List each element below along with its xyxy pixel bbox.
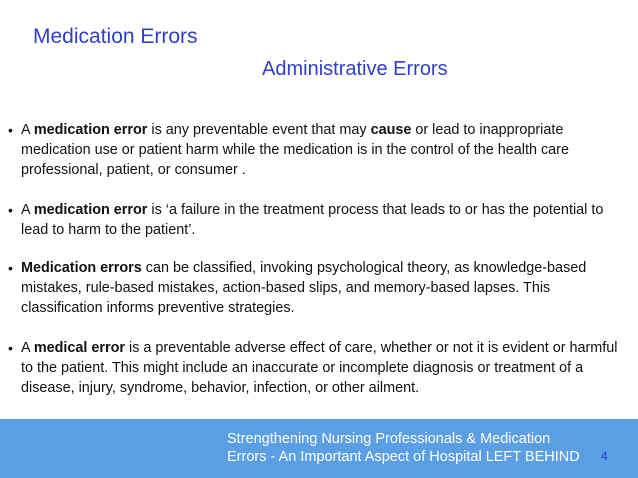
- bullet-dot-icon: •: [8, 340, 13, 356]
- bullet-text: A medication error is ‘a failure in the treatment process that leads to or has the potential to lead to harm to the patient’.: [21, 202, 604, 238]
- bullet-list: [8, 120, 628, 418]
- bullet-text: Medication errors can be classified, invoking psychological theory, as knowledge-based mistakes, rule-based mistakes, action-based slips, and memory-based lapses. This classification informs preventive strategies.: [21, 260, 587, 316]
- bullet-item: [8, 200, 628, 240]
- bullet-dot-icon: •: [8, 122, 13, 138]
- footer-text: [227, 430, 580, 466]
- footer-line-2: Errors - An Important Aspect of Hospital LEFT BEHIND: [227, 449, 580, 465]
- bullet-text: A medication error is any preventable event that may cause or lead to inappropriate medication use or patient harm while the medication is in the control of the health care professional, patient, or consumer .: [21, 122, 569, 178]
- footer-bar: [0, 419, 638, 478]
- bullet-item: [8, 338, 628, 398]
- page-number: 4: [601, 449, 608, 463]
- bullet-text: A medical error is a preventable adverse effect of care, whether or not it is evident or harmful to the patient. This might include an inaccurate or incomplete diagnosis or treatment of a disease, injury, syndrome, behavior, infection, or other ailment.: [21, 340, 618, 396]
- bullet-item: [8, 258, 628, 318]
- bullet-dot-icon: •: [8, 202, 13, 218]
- slide-title: Medication Errors: [33, 25, 198, 48]
- bullet-item: [8, 120, 628, 180]
- bullet-dot-icon: •: [8, 260, 13, 276]
- slide-subtitle: Administrative Errors: [262, 58, 448, 80]
- footer-line-1: Strengthening Nursing Professionals & Medication: [227, 431, 551, 447]
